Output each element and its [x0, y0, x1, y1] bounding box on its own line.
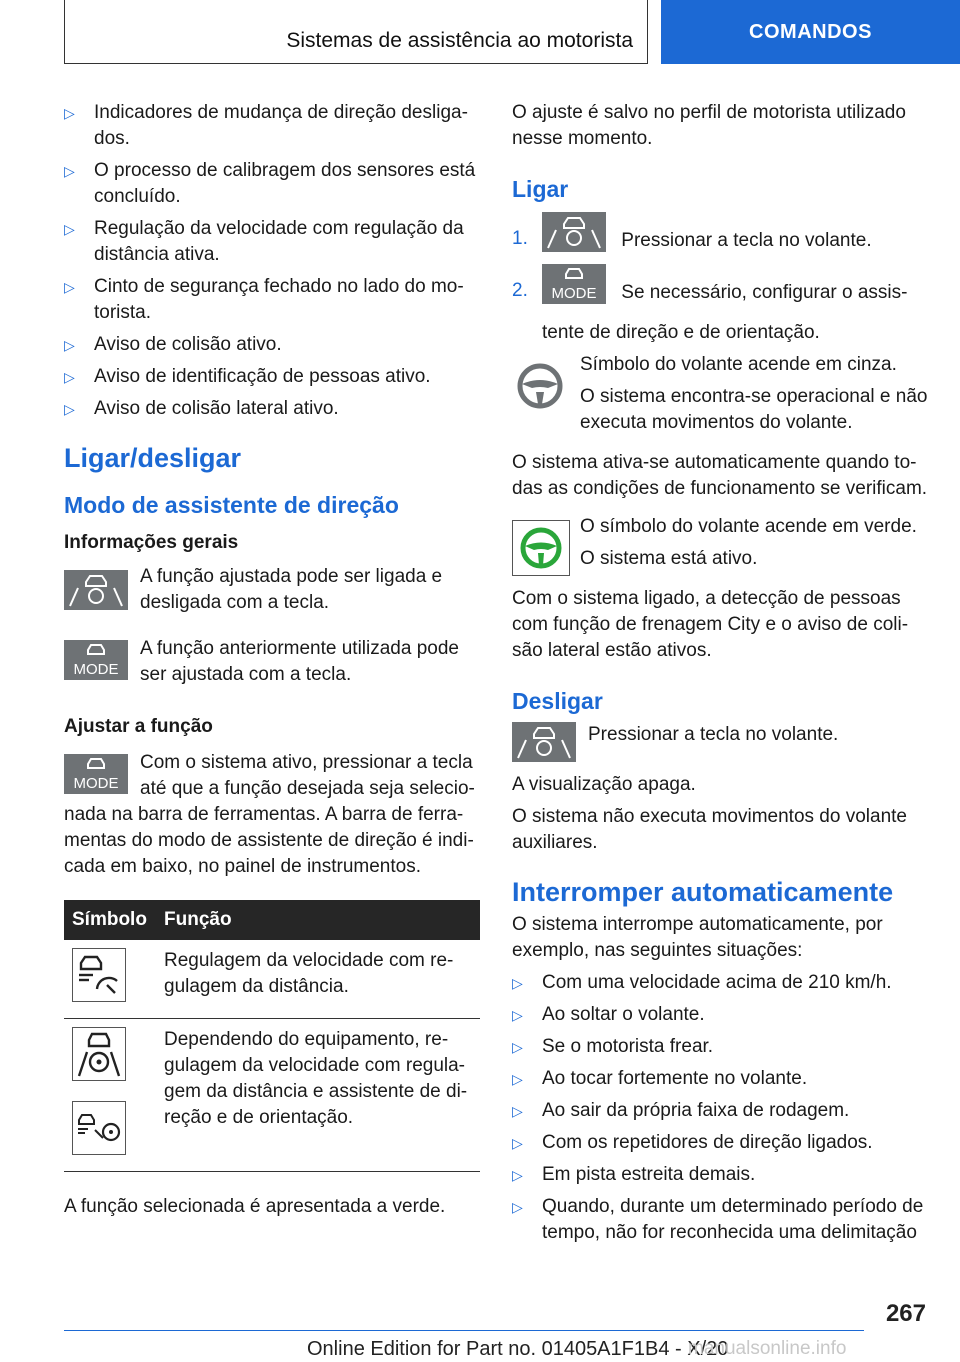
steering-assist-icon: [72, 1027, 126, 1081]
bullet-triangle-icon: ▷: [512, 1167, 523, 1183]
list-item-text: Cinto de segurança fechado no lado do mo-torista.: [94, 276, 464, 323]
list-item: [64, 100, 484, 152]
list-item: [512, 1130, 928, 1156]
ajustar-text: Com o sistema ativo, pressionar a tecla até que a função desejada seja selecio-nada na barra de ferramentas. A barra de ferra-mentas do modo de assistente de direção é indi-cada em baixo, no painel de instrumentos.: [64, 752, 475, 877]
info-text-2: A função anteriormente utilizada pode ser ajustada com a tecla.: [140, 638, 459, 685]
bullet-triangle-icon: ▷: [64, 369, 75, 385]
mode-button-icon: [64, 640, 128, 680]
intro-text: O ajuste é salvo no perfil de motorista utilizado nesse momento.: [512, 102, 906, 149]
bullet-triangle-icon: ▷: [512, 1135, 523, 1151]
list-item-text: Aviso de colisão lateral ativo.: [94, 398, 339, 419]
list-item: [64, 396, 484, 422]
table-header: [64, 900, 480, 940]
list-item-text: Ao tocar fortemente no volante.: [542, 1068, 808, 1089]
list-item-text: Quando, durante um determinado período de tempo, não for reconhecida uma delimitação: [542, 1196, 924, 1243]
list-item-text: Regulação da velocidade com regulação da distância ativa.: [94, 218, 464, 265]
list-item: [512, 1162, 928, 1188]
list-item: [512, 1034, 928, 1060]
heading-interromper: Interromper automaticamente: [512, 877, 894, 907]
steering-wheel-grey-icon: [512, 358, 568, 414]
info-text-1: A função ajustada pode ser ligada e desligada com a tecla.: [140, 566, 443, 613]
bullet-triangle-icon: ▷: [512, 1007, 523, 1023]
list-item-text: Em pista estreita demais.: [542, 1164, 756, 1185]
left-bullet-list: [64, 100, 484, 422]
right-bullet-list: [512, 970, 928, 1246]
list-item: [512, 1002, 928, 1028]
steering-wheel-green-icon: [512, 520, 570, 576]
green-system-text: O sistema está ativo.: [580, 548, 758, 569]
heading-modo-assistente: Modo de assistente de direção: [64, 492, 399, 518]
list-item-text: Ao sair da própria faixa de rodagem.: [542, 1100, 850, 1121]
heading-ligar-desligar: Ligar/desligar: [64, 443, 242, 473]
svg-text:MODE: MODE: [73, 661, 119, 678]
list-item: [512, 1098, 928, 1124]
desligar-display-text: A visualização apaga.: [512, 774, 696, 795]
bullet-triangle-icon: ▷: [512, 1071, 523, 1087]
speed-distance-control-icon: [72, 948, 126, 1002]
list-item-text: Com uma velocidade acima de 210 km/h.: [542, 972, 892, 993]
list-item-text: Aviso de identificação de pessoas ativo.: [94, 366, 431, 387]
list-item: [64, 332, 484, 358]
tab-comandos[interactable]: COMANDOS: [661, 0, 960, 64]
heading-ligar: Ligar: [512, 176, 569, 202]
step-number: 2.: [512, 280, 528, 301]
desligar-system-text: O sistema não executa movimentos do volante auxiliares.: [512, 806, 907, 853]
bullet-triangle-icon: ▷: [64, 163, 75, 179]
grey-symbol-text: Símbolo do volante acende em cinza.: [580, 354, 897, 375]
heading-informacoes-gerais: Informações gerais: [64, 532, 239, 553]
bullet-triangle-icon: ▷: [64, 105, 75, 121]
speed-distance-steering-icon: [72, 1101, 126, 1155]
list-item-text: Se o motorista frear.: [542, 1036, 714, 1057]
col-header-function: Função: [156, 900, 480, 940]
steering-assist-button-icon: [64, 570, 128, 610]
table-row: [64, 940, 480, 1019]
green-symbol-text: O símbolo do volante acende em verde.: [580, 516, 917, 537]
list-item: [64, 364, 484, 390]
list-item-text: Com os repetidores de direção ligados.: [542, 1132, 873, 1153]
bullet-triangle-icon: ▷: [512, 975, 523, 991]
interromper-text: O sistema interrompe automaticamente, por exemplo, nas seguintes situações:: [512, 914, 883, 961]
auto-activate-text: O sistema ativa-se automaticamente quando to-das as condições de funcionamento se verificam.: [512, 452, 928, 499]
svg-text:MODE: MODE: [551, 285, 597, 302]
bullet-triangle-icon: ▷: [512, 1103, 523, 1119]
list-item: [512, 970, 928, 996]
bullet-triangle-icon: ▷: [512, 1039, 523, 1055]
desligar-text: Pressionar a tecla no volante.: [588, 724, 839, 745]
list-item: [64, 274, 484, 326]
heading-desligar: Desligar: [512, 688, 603, 714]
bullet-triangle-icon: ▷: [64, 337, 75, 353]
bullet-triangle-icon: ▷: [512, 1199, 523, 1215]
section-title: Sistemas de assistência ao motorista: [286, 29, 633, 52]
bullet-triangle-icon: ▷: [64, 279, 75, 295]
page-number: 267: [885, 1300, 926, 1327]
list-item-text: O processo de calibragem dos sensores está concluído.: [94, 160, 476, 207]
function-table: [64, 900, 480, 1172]
list-item: [512, 1194, 928, 1246]
step-1: [512, 212, 928, 256]
header-box: [64, 0, 648, 64]
svg-text:MODE: MODE: [73, 775, 119, 792]
heading-ajustar-funcao: Ajustar a função: [64, 716, 213, 737]
list-item-text: Ao soltar o volante.: [542, 1004, 705, 1025]
step-2: [512, 264, 928, 343]
list-item-text: Indicadores de mudança de direção desliga-dos.: [94, 102, 468, 149]
step-1-text: Pressionar a tecla no volante.: [621, 230, 872, 251]
bullet-triangle-icon: ▷: [64, 221, 75, 237]
table-row: [64, 1019, 480, 1172]
footer-divider: [64, 1330, 864, 1331]
list-item: [64, 216, 484, 268]
edition-text: Online Edition for Part no. 01405A1F1B4 - X/20: [307, 1338, 729, 1360]
closing-text: A função selecionada é apresentada a verde.: [64, 1196, 446, 1217]
steering-assist-button-icon: [542, 212, 606, 252]
step-2-text: Se necessário, configurar o assis-tente de direção e de orientação.: [542, 282, 908, 343]
step-number: 1.: [512, 228, 528, 249]
city-text: Com o sistema ligado, a detecção de pessoas com função de frenagem City e o aviso de coli-são lateral estão ativos.: [512, 588, 909, 661]
grey-system-text: O sistema encontra-se operacional e não executa movimentos do volante.: [580, 386, 928, 433]
mode-button-icon: [542, 264, 606, 304]
table-cell-function: Dependendo do equipamento, re-gulagem da velocidade com regula-gem da distância e assistente de di-reção e de orientação.: [156, 1019, 480, 1172]
right-column: [512, 100, 928, 1252]
watermark: manualsonline.info: [688, 1338, 847, 1359]
list-item-text: Aviso de colisão ativo.: [94, 334, 282, 355]
list-item: [512, 1066, 928, 1092]
col-header-symbol: Símbolo: [64, 900, 156, 940]
mode-button-icon: [64, 754, 128, 794]
bullet-triangle-icon: ▷: [64, 401, 75, 417]
table-cell-function: Regulagem da velocidade com re-gulagem da distância.: [156, 940, 480, 1019]
list-item: [64, 158, 484, 210]
left-column: [64, 100, 484, 1220]
steering-assist-button-icon: [512, 722, 576, 762]
